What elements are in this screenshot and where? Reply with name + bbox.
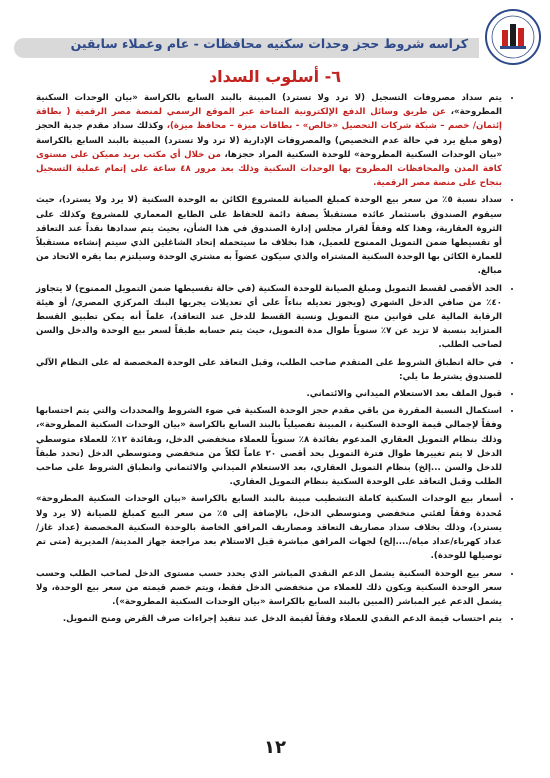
highlight-text: من خلال أي مكتب بريد مميكن على مستوى كافة المدن والمحافظات المطروح بها الوحدات السكنية وذلك بعد مرور ٤٨ ساعة على إتمام عملية التسجيل بنجاح على منصة مصر الرقمية. [36, 149, 502, 189]
list-item: • استكمال النسبة المقررة من باقي مقدم حجز الوحدة السكنية في ضوء الشروط والمحددات والتي يتم احتسابها وفقاً لإجمالي قيمة الوحدة السكنية ، المبينة تفصيلياً بالبند السابع بالكراسة «بيان الوحدات السكنية المطروحة»، وذلك بنظام التمويل العقاري المدعوم بفائدة ٨٪ سنوياً للعملاء منخفضي الدخل، وبفائدة ١٢٪ للعملاء متوسطي الدخل لا يتم تغييرها طوال فترة التمويل بحد أقصى ٢٠ عاماً لكلاً من منخفضي ومتوسطي الدخل (تحدد طبقاً للدخل والسن ...إلخ) بنظام التمويل العقاري، بعد الاستعلام الميداني والائتماني وانطباق الشروط على صاحب الطلب وقبل التعاقد على الوحدة السكنية بنظام التمويل العقاري. [36, 404, 502, 489]
list-item: • يتم سداد مصروفات التسجيل (لا ترد ولا تسترد) المبينة بالبند السابع بالكراسة «بيان الوحدات السكنية المطروحة»، عن طريق وسائل الدفع الإلكترونية المتاحة عبر الموقع الرسمي لمنصة مصر الرقمية ( بطاقة إئتمان/ خصم – شبكة شركات التحصيل «خالص» - بطاقات ميزة – محافظ ميزة)، وكذلك سداد مقدم جدية الحجز (وهو مبلغ يرد في حالة عدم التخصيص) والمصروفات الإدارية (لا ترد ولا تسترد) المبينة بالبند السابع بالكراسة «بيان الوحدات السكنية المطروحة» للوحدة السكنية المراد حجزها، من خلال أي مكتب بريد مميكن على مستوى كافة المدن والمحافظات المطروح بها الوحدات السكنية وذلك بعد مرور ٤٨ ساعة على إتمام عملية التسجيل بنجاح على منصة مصر الرقمية. [36, 91, 502, 190]
list-item: • في حالة انطباق الشروط على المتقدم صاحب الطلب، وقبل التعاقد على الوحدة المخصصة له على النظام الآلي للصندوق يشترط ما يلي: [36, 356, 502, 384]
list-item: • قبول الملف بعد الاستعلام الميداني والائتماني. [36, 387, 502, 401]
page-number: ١٢ [264, 737, 286, 758]
bullet-list [36, 91, 514, 626]
ministry-logo-icon [484, 8, 542, 66]
list-item: • سعر بيع الوحدة السكنية يشمل الدعم النقدي المباشر الذي يحدد حسب مستوى الدخل لصاحب الطلب وحسب سعر الوحدة السكنية ويكون ذلك للعملاء من منخفضي الدخل فقط، ويتم خصم قيمته من سعر بيع الوحدة، ولا يشمل الدعم غير المباشر (المبين بالبند السابع بالكراسة «بيان الوحدات السكنية المطروحة»). [36, 567, 502, 610]
highlight-text: عن طريق وسائل الدفع الإلكترونية المتاحة عبر الموقع الرسمي لمنصة مصر الرقمية ( بطاقة إئتمان/ خصم – شبكة شركات التحصيل «خالص» - بطاقات ميزة – محافظ ميزة)، [36, 107, 502, 132]
section-title: ٦- أسلوب السداد [208, 67, 342, 86]
list-item: • أسعار بيع الوحدات السكنية كاملة التشطيب مبينة بالبند السابع بالكراسة «بيان الوحدات السكنية المطروحة» مُحددة وفقاً لفئتي منخفضي ومتوسطي الدخل، بالإضافة إلى ٥٪ من سعر البيع كمبلغ للصيانة (لا يرد ولا يسترد)، وذلك بخلاف سداد مصاريف التعاقد ومصاريف المرافق الخاصة بالوحدة السكنية المخصصة (عداد غاز/عداد كهرباء/عداد مياه/....إلخ) لجهات المرافق مباشرة قبل الاستلام بعد مراجعة جهاز المدينة/ المديرية (متى تم توصيلها للوحدة). [36, 492, 502, 563]
document-body [36, 91, 514, 629]
list-item: • سداد نسبة ٥٪ من سعر بيع الوحدة كمبلغ الصيانة للمشروع الكائن به الوحدة السكنية (لا يرد ولا يسترد)، حيث سيقوم الصندوق باستثمار عائده مستقبلاً بصفة دائمة للحفاظ على الطابع المعماري للمشروع وكذلك على الثروة العقارية، وهذا كله وفقاً لقرار مجلس إدارة الصندوق في هذا الشأن، بحيث يتم سدادها نقداً عند التعاقد أو تقسيطها ضمن التمويل الممنوح للعميل، هذا بخلاف ما سيتحمله إتحاد الشاغلين الذي سيتم إنشاءه مستقبلاً للعمارة الكائن بها الوحدة السكنية المشتراه والذي سيكون عضواً به مشتري الوحدة وسيلتزم بما يقره الاتحاد من مبالغ. [36, 193, 502, 278]
list-item: • الحد الأقصى لقسط التمويل ومبلغ الصيانة للوحدة السكنية (في حالة تقسيطها ضمن التمويل الممنوح) لا يتجاوز ٤٠٪ من صافي الدخل الشهري (ويجوز تعديله بناءاً على أي تعديلات يجريها البنك المركزي المصري/ أو هيئة الرقابة المالية على قوانين منح التمويل ونسبة القسط للدخل عند التعاقد)، علماً أنه يمكن تطبيق القسط المتزايد بنسبة لا تزيد عن ٧٪ سنوياً طوال مدة التمويل، حيث يتم حسابه طبقاً لسعر بيع الوحدة والدخل والسن لصاحب الطلب. [36, 282, 502, 353]
list-item: • يتم احتساب قيمة الدعم النقدي للعملاء وفقاً لقيمة الدخل عند تنفيذ إجراءات صرف القرض ومنح التمويل. [36, 612, 502, 626]
document-title: كراسه شروط حجز وحدات سكنيه محافظات - عام وعملاء سابقين [70, 36, 468, 51]
